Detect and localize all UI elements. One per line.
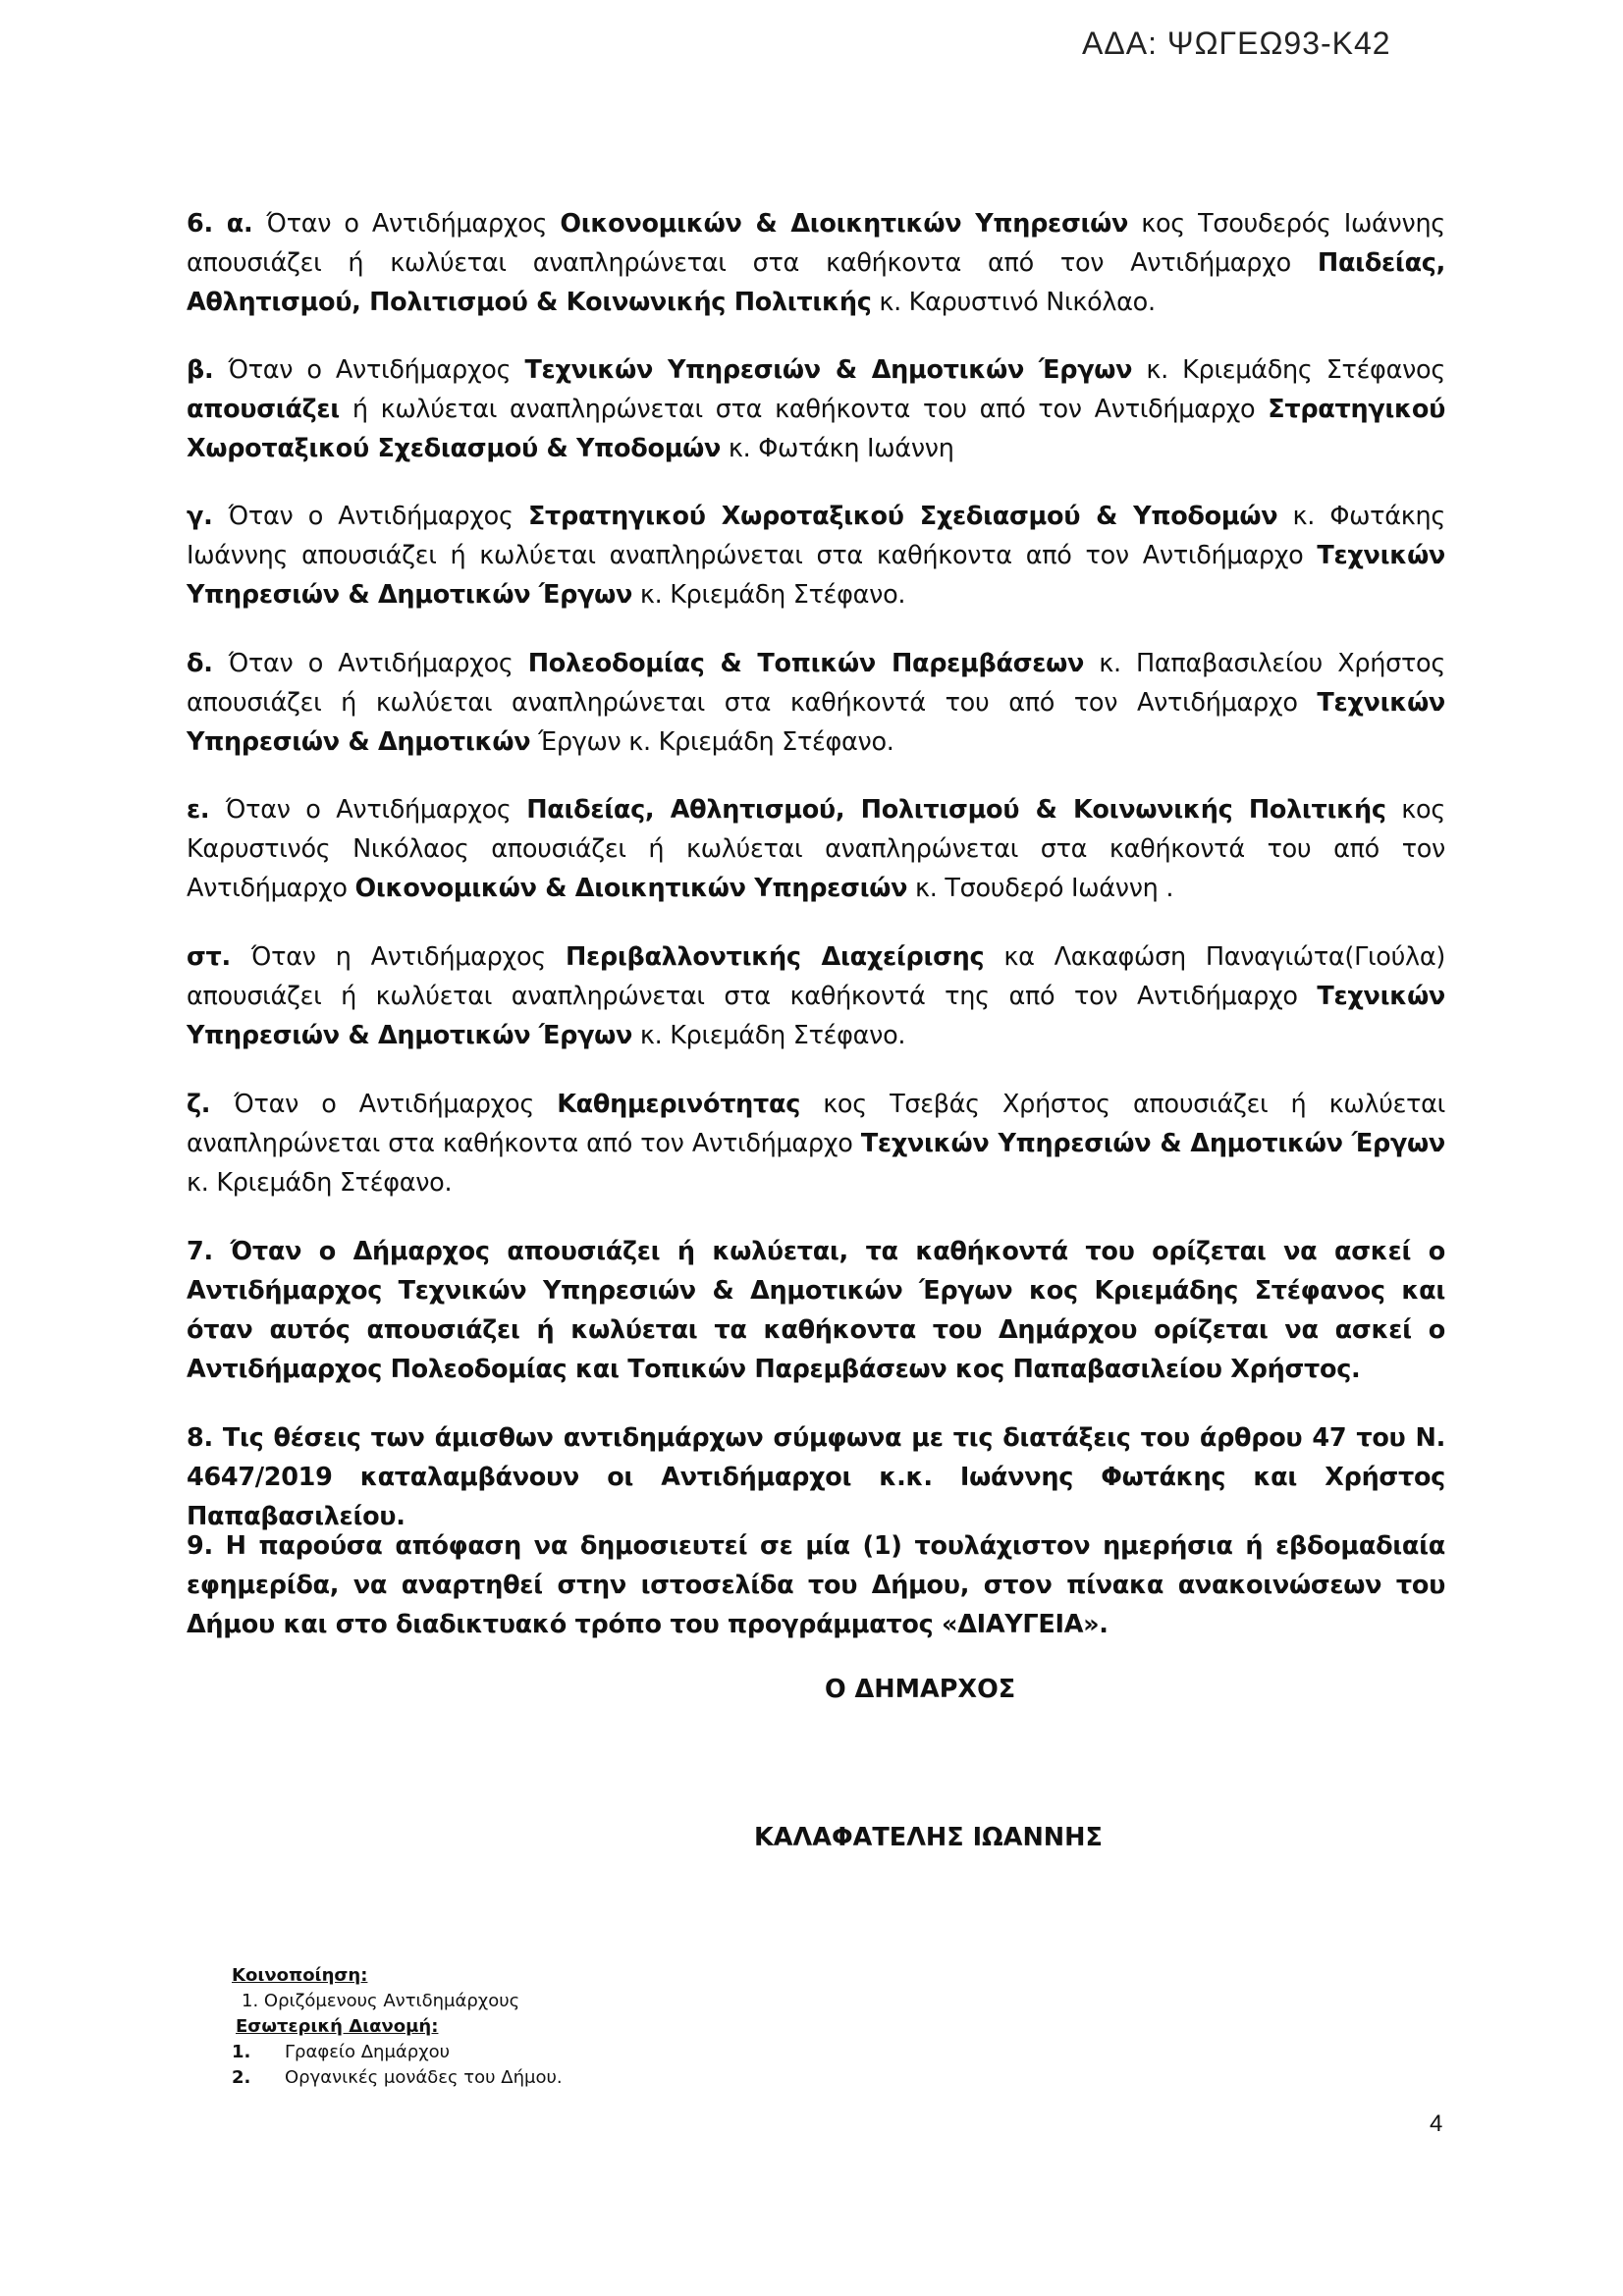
text-run: Όταν ο Αντιδήμαρχος [225,795,527,825]
page-number: 4 [1430,2110,1443,2137]
bold-run: Τεχνικών Υπηρεσιών & Δημοτικών Έργων [187,982,1445,1050]
internal-item [232,2065,563,2091]
text-run: Όταν ο Αντιδήμαρχος [228,502,528,531]
paragraph-6c-text [187,497,1445,614]
text-run: κα Λακαφώση Παναγιώτα(Γιούλα) απουσιάζει ή κωλύεται αναπληρώνεται στα καθήκοντά της από τον Αντιδήμαρχο [187,942,1446,1011]
bold-run: Πολεοδομίας & Τοπικών Παρεμβάσεων [527,649,1085,678]
text-run: κ. Κριεμάδη Στέφανο. [187,1168,453,1198]
signature-title: Ο ΔΗΜΑΡΧΟΣ [825,1675,1016,1704]
text-run: κ. Κριεμάδη Στέφανο. [632,1021,906,1050]
text-run: κ. Φωτάκης Ιωάννης απουσιάζει ή κωλύεται αναπληρώνεται στα καθήκοντα από τον Αντιδήμαρχο [187,502,1445,570]
distribution-block [232,1963,563,2091]
paragraph-6b-text [187,350,1445,468]
text-run: κ. Φωτάκη Ιωάννη [721,434,954,463]
text-run: Όταν η Αντιδήμαρχος [250,942,566,972]
text-run: κος Τσεβάς Χρήστος απουσιάζει ή κωλύεται αναπληρώνεται στα καθήκοντα από τον Αντιδήμαρχο [187,1090,1445,1158]
bold-run: ε. [187,795,226,825]
bold-run: απουσιάζει [187,395,340,424]
paragraph-7-text: 7. Όταν ο Δήμαρχος απουσιάζει ή κωλύεται, τα καθήκοντά του ορίζεται να ασκεί ο Αντιδήμαρχος Τεχνικών Υπηρεσιών & Δημοτικών Έργων κος Κριεμάδης Στέφανος και όταν αυτός απουσιάζει ή κωλύεται τα καθήκοντα του Δημάρχου ορίζεται να ασκεί ο Αντιδήμαρχος Πολεοδομίας και Τοπικών Παρεμβάσεων κος Παπαβασιλείου Χρήστος. [187,1237,1445,1384]
text-run: κος Τσουδερός Ιωάννης απουσιάζει ή κωλύεται αναπληρώνεται στα καθήκοντα από τον Αντιδήμαρχο [187,209,1445,278]
bold-run: Τεχνικών Υπηρεσιών & Δημοτικών Έργων [860,1129,1445,1158]
text-run: κος Καρυστινός Νικόλαος απουσιάζει ή κωλύεται αναπληρώνεται στα καθήκοντά του από τον Αντιδήμαρχο [187,795,1446,903]
paragraph-8-text: 8. Τις θέσεις των άμισθων αντιδημάρχων σύμφωνα με τις διατάξεις του άρθρου 47 του Ν. 4647/2019 καταλαμβάνουν οι Αντιδήμαρχοι κ.κ. Ιωάννης Φωτάκης και Χρήστος Παπαβασιλείου. [187,1423,1445,1531]
text-run: κ. Καρυστινό Νικόλαο. [871,288,1156,317]
paragraph-6st [187,937,1445,1055]
text-run: κ. Κριεμάδη Στέφανο. [632,580,906,610]
notify-item: 1. Οριζόμενους Αντιδημάρχους [242,1991,520,2011]
text-run: Όταν ο Αντιδήμαρχος [228,649,528,678]
bold-run: Παιδείας, Αθλητισμού, Πολιτισμού & Κοινωνικής Πολιτικής [526,795,1386,825]
text-run: κ. Κριεμάδης Στέφανος [1132,355,1446,385]
notify-heading: Κοινοποίηση: [232,1965,368,1986]
internal-item-text: Γραφείο Δημάρχου [285,2042,451,2062]
ada-code: ΑΔΑ: ΨΩΓΕΩ93-Κ42 [1082,26,1391,61]
text-run: ή κωλύεται αναπληρώνεται στα καθήκοντα του από τον Αντιδήμαρχο [339,395,1269,424]
text-run: Όταν ο Αντιδήμαρχος [234,1090,558,1119]
bold-run: Τεχνικών Υπηρεσιών & Δημοτικών [187,688,1445,757]
bold-run: Παιδείας, Αθλητισμού, Πολιτισμού & Κοινωνικής Πολιτικής [187,248,1445,317]
internal-heading: Εσωτερική Διανομή: [236,2016,439,2037]
text-run: κ. Τσουδερό Ιωάννη . [907,874,1174,903]
paragraph-6b [187,350,1445,468]
bold-run: Τεχνικών Υπηρεσιών & Δημοτικών Έργων [187,541,1445,610]
internal-item-number: 2. [232,2067,251,2088]
text-run: κ. Παπαβασιλείου Χρήστος απουσιάζει ή κωλύεται αναπληρώνεται στα καθήκοντά του από τον Αντιδήμαρχο [187,649,1445,718]
internal-item [232,2040,563,2065]
internal-item-text: Οργανικές μονάδες του Δήμου. [285,2067,563,2088]
bold-run: Στρατηγικού Χωροταξικού Σχεδιασμού & Υποδομών [187,395,1445,463]
bold-run: δ. [187,649,229,678]
paragraph-6z [187,1085,1445,1202]
bold-run: Καθημερινότητας [557,1090,801,1119]
paragraph-6a-text [187,204,1445,322]
bold-run: Οικονομικών & Διοικητικών Υπηρεσιών [354,874,908,903]
bold-run: γ. [187,502,229,531]
bold-run: β. [187,355,229,385]
internal-item-number: 1. [232,2042,251,2062]
paragraph-6c [187,497,1445,614]
bold-run: 6. α. [187,209,267,239]
signature-name: ΚΑΛΑΦΑΤΕΛΗΣ ΙΩΑΝΝΗΣ [754,1823,1103,1852]
paragraph-9-text: 9. Η παρούσα απόφαση να δημοσιευτεί σε μία (1) τουλάχιστον ημερήσια ή εβδομαδιαία εφημερίδα, να αναρτηθεί στην ιστοσελίδα του Δήμου, στον πίνακα ανακοινώσεων του Δήμου και στο διαδικτυακό τρόπο του προγράμματος «ΔΙΑΥΓΕΙΑ». [187,1531,1445,1639]
paragraph-6st-text [187,937,1445,1055]
bold-run: Στρατηγικού Χωροταξικού Σχεδιασμού & Υποδομών [527,502,1278,531]
paragraph-6a [187,204,1445,322]
paragraph-6e [187,790,1445,908]
bold-run: ζ. [187,1090,235,1119]
bold-run: στ. [187,942,251,972]
paragraph-7 [187,1232,1445,1389]
bold-run: Οικονομικών & Διοικητικών Υπηρεσιών [560,209,1129,239]
bold-run: Τεχνικών Υπηρεσιών & Δημοτικών Έργων [524,355,1133,385]
paragraph-6d-text [187,644,1445,762]
text-run: Όταν ο Αντιδήμαρχος [228,355,525,385]
paragraph-8 [187,1418,1445,1536]
text-run: Έργων κ. Κριεμάδη Στέφανο. [530,727,894,757]
text-run: Όταν ο Αντιδήμαρχος [266,209,561,239]
paragraph-6d [187,644,1445,762]
bold-run: Περιβαλλοντικής Διαχείρισης [565,942,985,972]
paragraph-6z-text [187,1085,1445,1202]
paragraph-6e-text [187,790,1445,908]
paragraph-9 [187,1526,1445,1644]
